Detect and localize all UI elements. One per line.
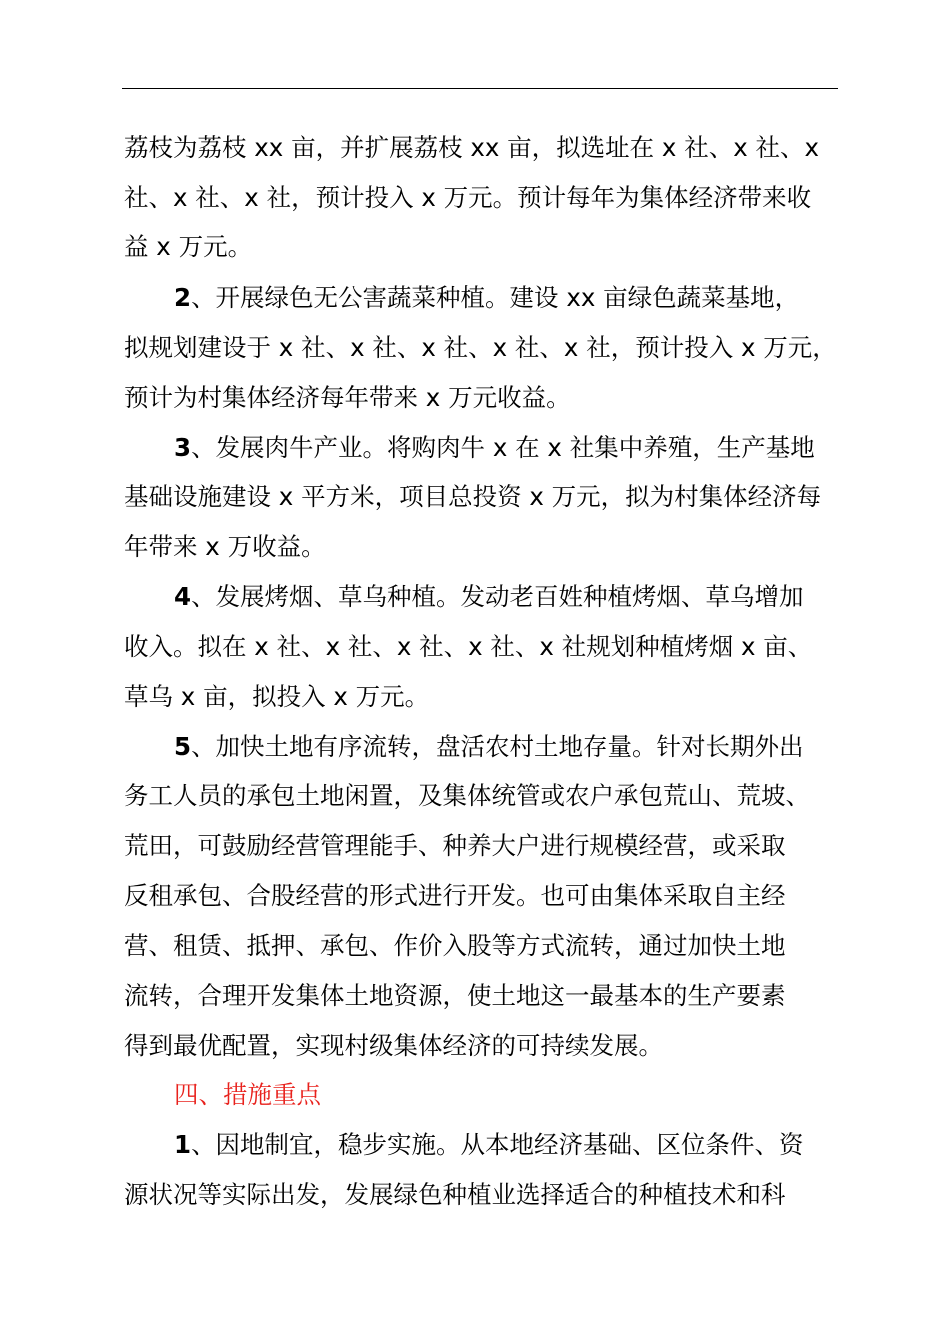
text-line: 年带来 x 万收益。 — [124, 532, 326, 561]
text-line: 社、x 社、x 社，预计投入 x 万元。预计每年为集体经济带来收 — [124, 183, 812, 212]
text-line: 收入。拟在 x 社、x 社、x 社、x 社、x 社规划种植烤烟 x 亩、 — [124, 632, 813, 661]
list-item-5 — [174, 731, 894, 763]
text-line: 源状况等实际出发，发展绿色种植业选择适合的种植技术和科 — [124, 1180, 786, 1209]
list-item-text: 、发展肉牛产业。将购肉牛 x 在 x 社集中养殖，生产基地 — [191, 433, 815, 462]
list-item-text: 、发展烤烟、草乌种植。发动老百姓种植烤烟、草乌增加 — [191, 582, 804, 611]
text-line: 得到最优配置，实现村级集体经济的可持续发展。 — [124, 1031, 663, 1060]
list-item-4 — [174, 581, 894, 613]
list-number: 5 — [174, 732, 192, 761]
text-line: 流转，合理开发集体土地资源，使土地这一最基本的生产要素 — [124, 981, 786, 1010]
list-item-text: 、开展绿色无公害蔬菜种植。建设 xx 亩绿色蔬菜基地， — [191, 283, 800, 312]
list-item-1 — [174, 1129, 894, 1161]
header-rule — [122, 88, 838, 89]
list-item-text: 、因地制宜，稳步实施。从本地经济基础、区位条件、资 — [191, 1130, 804, 1159]
list-item-text: 、加快土地有序流转，盘活农村土地存量。针对长期外出 — [191, 732, 804, 761]
text-line: 荒田，可鼓励经营管理能手、种养大户进行规模经营，或采取 — [124, 831, 786, 860]
list-number: 3 — [174, 433, 192, 462]
list-number: 4 — [174, 582, 192, 611]
text-line: 益 x 万元。 — [124, 232, 253, 261]
text-line: 务工人员的承包土地闲置，及集体统管或农户承包荒山、荒坡、 — [124, 781, 810, 810]
text-line: 草乌 x 亩，拟投入 x 万元。 — [124, 682, 430, 711]
text-line: 反租承包、合股经营的形式进行开发。也可由集体采取自主经 — [124, 881, 786, 910]
text-line: 拟规划建设于 x 社、x 社、x 社、x 社、x 社，预计投入 x 万元， — [124, 333, 837, 362]
list-number: 2 — [174, 283, 192, 312]
text-line: 预计为村集体经济每年带来 x 万元收益。 — [124, 383, 571, 412]
text-line: 基础设施建设 x 平方米，项目总投资 x 万元，拟为村集体经济每 — [124, 482, 822, 511]
text-line: 营、租赁、抵押、承包、作价入股等方式流转，通过加快土地 — [124, 931, 786, 960]
list-item-3 — [174, 432, 894, 464]
list-item-2 — [174, 282, 894, 314]
section-heading: 四、措施重点 — [174, 1080, 321, 1109]
list-number: 1 — [174, 1130, 192, 1159]
text-line: 荔枝为荔枝 xx 亩，并扩展荔枝 xx 亩，拟选址在 x 社、x 社、x — [124, 133, 820, 162]
